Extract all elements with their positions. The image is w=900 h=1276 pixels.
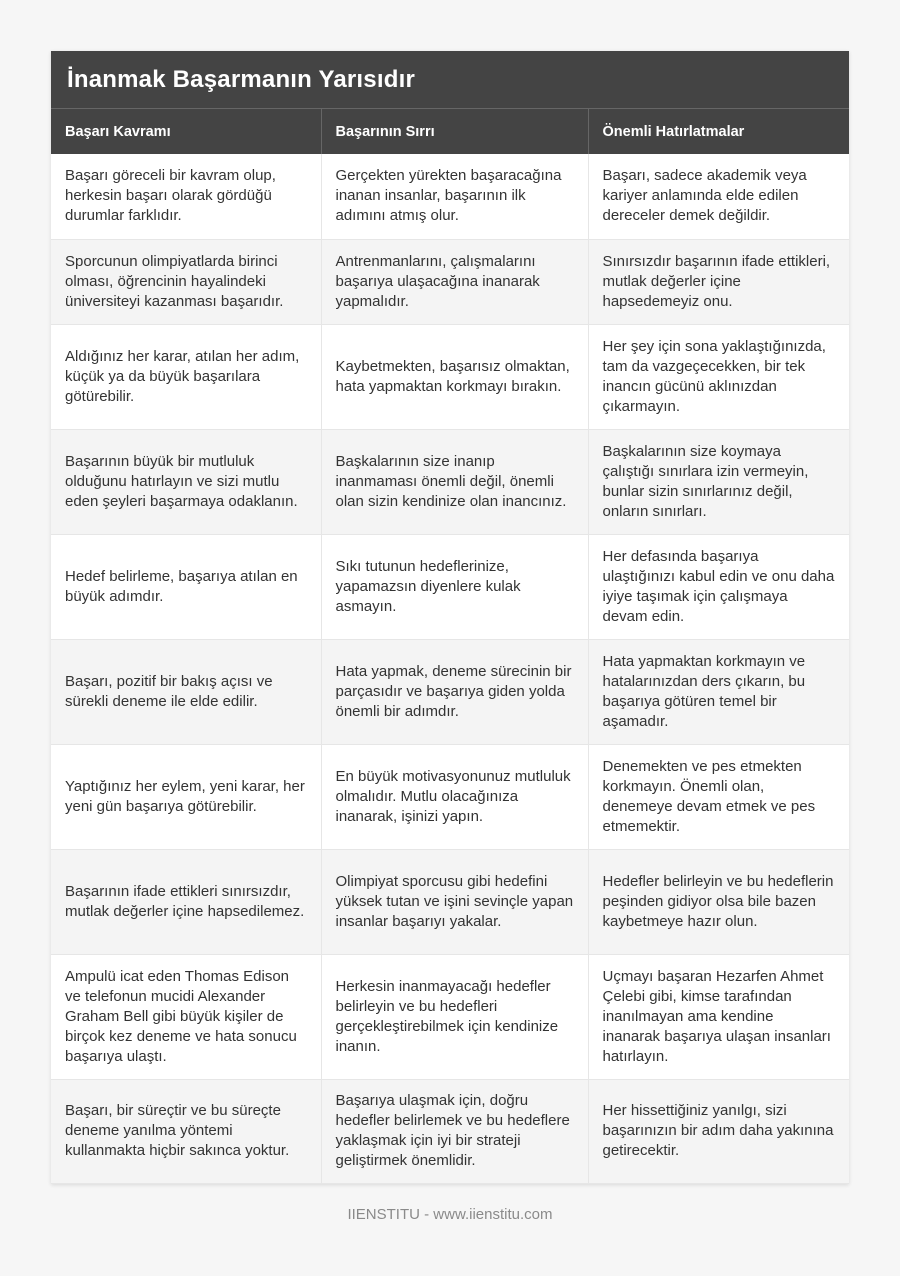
table-row	[51, 239, 849, 324]
table-row	[51, 954, 849, 1079]
column-header-basarinin-sirri: Başarının Sırrı	[321, 109, 588, 154]
table-cell: Başarının ifade ettikleri sınırsızdır, mutlak değerler içine hapsedilemez.	[51, 849, 321, 954]
table-cell: Başarı, sadece akademik veya kariyer anlamında elde edilen dereceler demek değildir.	[588, 154, 849, 239]
table-card	[51, 51, 849, 1184]
table-row	[51, 154, 849, 239]
table-cell: Başarı, bir süreçtir ve bu süreçte deneme yanılma yöntemi kullanmakta hiçbir sakınca yoktur.	[51, 1079, 321, 1183]
table-cell: Başarı, pozitif bir bakış açısı ve sürekli deneme ile elde edilir.	[51, 639, 321, 744]
table-row	[51, 534, 849, 639]
header-row	[51, 109, 849, 154]
table-row	[51, 1079, 849, 1183]
table-cell: Denemekten ve pes etmekten korkmayın. Önemli olan, denemeye devam etmek ve pes etmemektir.	[588, 744, 849, 849]
table-cell: Sıkı tutunun hedeflerinize, yapamazsın diyenlere kulak asmayın.	[321, 534, 588, 639]
table-cell: Hedefler belirleyin ve bu hedeflerin peşinden gidiyor olsa bile bazen kaybetmeye hazır olun.	[588, 849, 849, 954]
column-header-onemli-hatirlatmalar: Önemli Hatırlatmalar	[588, 109, 849, 154]
table-cell: Antrenmanlarını, çalışmalarını başarıya ulaşacağına inanarak yapmalıdır.	[321, 239, 588, 324]
table-cell: Başarıya ulaşmak için, doğru hedefler belirlemek ve bu hedeflere yaklaşmak için iyi bir strateji geliştirmek önemlidir.	[321, 1079, 588, 1183]
table-row	[51, 639, 849, 744]
table-cell: Yaptığınız her eylem, yeni karar, her yeni gün başarıya götürebilir.	[51, 744, 321, 849]
table-row	[51, 324, 849, 429]
table-row	[51, 429, 849, 534]
column-header-basari-kavrami: Başarı Kavramı	[51, 109, 321, 154]
table-cell: Olimpiyat sporcusu gibi hedefini yüksek tutan ve işini sevinçle yapan insanlar başarıyı yakalar.	[321, 849, 588, 954]
table-cell: Sporcunun olimpiyatlarda birinci olması, öğrencinin hayalindeki üniversiteyi kazanması başarıdır.	[51, 239, 321, 324]
table-cell: Ampulü icat eden Thomas Edison ve telefonun mucidi Alexander Graham Bell gibi büyük kişiler de birçok kez deneme ve hata sonucu başarıya ulaştı.	[51, 954, 321, 1079]
footer-credit: IIENSTITU - www.iienstitu.com	[347, 1206, 553, 1223]
table-cell: Hata yapmak, deneme sürecinin bir parçasıdır ve başarıya giden yolda önemli bir adımdır.	[321, 639, 588, 744]
table-title: İnanmak Başarmanın Yarısıdır	[51, 51, 849, 109]
table-cell: Her hissettiğiniz yanılgı, sizi başarınızın bir adım daha yakınına getirecektir.	[588, 1079, 849, 1183]
table-cell: Her şey için sona yaklaştığınızda, tam da vazgeçecekken, bir tek inancın gücünü aklınızdan çıkarmayın.	[588, 324, 849, 429]
table-cell: En büyük motivasyonunuz mutluluk olmalıdır. Mutlu olacağınıza inanarak, işinizi yapın.	[321, 744, 588, 849]
table-cell: Her defasında başarıya ulaştığınızı kabul edin ve onu daha iyiye taşımak için çalışmaya devam edin.	[588, 534, 849, 639]
table-cell: Herkesin inanmayacağı hedefler belirleyin ve bu hedefleri gerçekleştirebilmek için kendinize inanın.	[321, 954, 588, 1079]
table-row	[51, 744, 849, 849]
table-cell: Başkalarının size koymaya çalıştığı sınırlara izin vermeyin, bunlar sizin sınırlarınız değil, onların sınırları.	[588, 429, 849, 534]
content-table	[51, 109, 849, 1184]
table-cell: Hedef belirleme, başarıya atılan en büyük adımdır.	[51, 534, 321, 639]
table-cell: Kaybetmekten, başarısız olmaktan, hata yapmaktan korkmayı bırakın.	[321, 324, 588, 429]
table-cell: Sınırsızdır başarının ifade ettikleri, mutlak değerler içine hapsedemeyiz onu.	[588, 239, 849, 324]
table-cell: Uçmayı başaran Hezarfen Ahmet Çelebi gibi, kimse tarafından inanılmayan ama kendine inanarak başarıya ulaşan insanları hatırlayın.	[588, 954, 849, 1079]
table-cell: Gerçekten yürekten başaracağına inanan insanlar, başarının ilk adımını atmış olur.	[321, 154, 588, 239]
table-row	[51, 849, 849, 954]
table-cell: Başarı göreceli bir kavram olup, herkesin başarı olarak gördüğü durumlar farklıdır.	[51, 154, 321, 239]
table-cell: Hata yapmaktan korkmayın ve hatalarınızdan ders çıkarın, bu başarıya götüren temel bir aşamadır.	[588, 639, 849, 744]
table-cell: Başarının büyük bir mutluluk olduğunu hatırlayın ve sizi mutlu eden şeyleri başarmaya odaklanın.	[51, 429, 321, 534]
table-cell: Aldığınız her karar, atılan her adım, küçük ya da büyük başarılara götürebilir.	[51, 324, 321, 429]
table-cell: Başkalarının size inanıp inanmaması önemli değil, önemli olan sizin kendinize olan inancınız.	[321, 429, 588, 534]
